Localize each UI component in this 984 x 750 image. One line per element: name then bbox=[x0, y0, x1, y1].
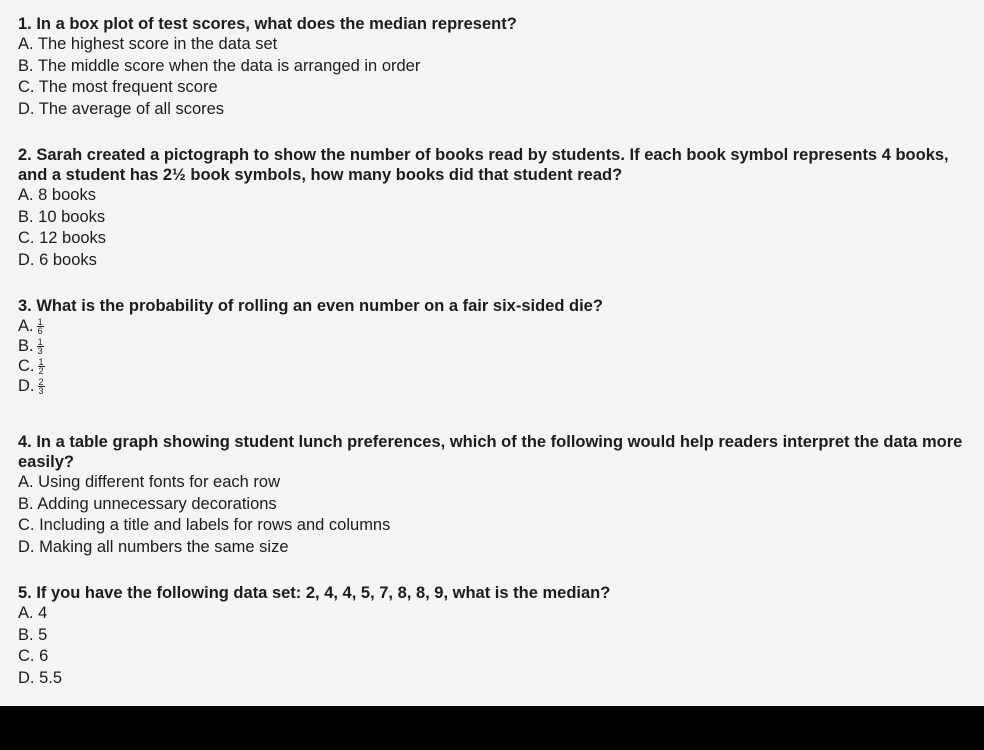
question-5-option-a[interactable]: A. 4 bbox=[18, 604, 48, 622]
fraction bbox=[37, 338, 44, 355]
question-4-option-d[interactable]: D. Making all numbers the same size bbox=[18, 537, 289, 556]
question-3 bbox=[18, 296, 968, 396]
question-3-text: 3. What is the probability of rolling an even number on a fair six-sided die? bbox=[18, 297, 603, 315]
question-1-option-a[interactable]: A. The highest score in the data set bbox=[18, 35, 278, 53]
question-2-option-a[interactable]: A. 8 books bbox=[18, 186, 96, 204]
question-1-option-c[interactable]: C. The most frequent score bbox=[18, 78, 218, 96]
question-1-option-b[interactable]: B. The middle score when the data is arranged in order bbox=[18, 56, 421, 75]
question-1-text: 1. In a box plot of test scores, what does the median represent? bbox=[18, 15, 517, 33]
fraction-numerator: 1 bbox=[37, 337, 43, 348]
question-2-text: 2. Sarah created a pictograph to show the number of books read by students. If each book symbol represents 4 books, and a student has 2½ book symbols, how many books did that student read? bbox=[18, 146, 949, 184]
question-3-option-d[interactable] bbox=[18, 376, 968, 396]
question-1 bbox=[18, 14, 968, 120]
option-letter: A. bbox=[18, 317, 34, 335]
fraction-numerator: 1 bbox=[38, 357, 44, 368]
question-5-option-d[interactable]: D. 5.5 bbox=[18, 668, 63, 687]
question-2 bbox=[18, 145, 968, 271]
question-4 bbox=[18, 432, 968, 558]
fraction-denominator: 3 bbox=[38, 386, 44, 397]
option-letter: D. bbox=[18, 377, 35, 395]
fraction-numerator: 2 bbox=[38, 377, 44, 388]
fraction-numerator: 1 bbox=[37, 317, 43, 328]
question-4-option-a[interactable]: A. Using different fonts for each row bbox=[18, 473, 280, 491]
question-2-option-d[interactable]: D. 6 books bbox=[18, 250, 97, 269]
question-5-option-b[interactable]: B. 5 bbox=[18, 625, 48, 644]
fraction-denominator: 2 bbox=[38, 366, 44, 377]
question-4-option-b[interactable]: B. Adding unnecessary decorations bbox=[18, 494, 277, 513]
question-3-option-b[interactable] bbox=[18, 336, 968, 356]
fraction bbox=[38, 378, 45, 395]
question-2-option-b[interactable]: B. 10 books bbox=[18, 207, 106, 226]
question-5-option-c[interactable]: C. 6 bbox=[18, 647, 49, 665]
fraction bbox=[37, 318, 44, 335]
option-letter: B. bbox=[18, 337, 34, 355]
question-3-option-a[interactable] bbox=[18, 316, 968, 336]
question-5-text: 5. If you have the following data set: 2, 4, 4, 5, 7, 8, 8, 9, what is the median? bbox=[18, 584, 611, 602]
fraction-denominator: 3 bbox=[37, 346, 43, 357]
question-4-text: 4. In a table graph showing student lunch preferences, which of the following would help readers interpret the data more easily? bbox=[18, 433, 963, 471]
question-3-option-c[interactable] bbox=[18, 356, 968, 376]
question-4-option-c[interactable]: C. Including a title and labels for rows and columns bbox=[18, 516, 391, 534]
fraction-denominator: 6 bbox=[37, 326, 43, 337]
question-2-option-c[interactable]: C. 12 books bbox=[18, 229, 107, 247]
fraction bbox=[38, 358, 45, 375]
question-1-option-d[interactable]: D. The average of all scores bbox=[18, 99, 225, 118]
option-letter: C. bbox=[18, 357, 35, 375]
question-5 bbox=[18, 583, 968, 689]
